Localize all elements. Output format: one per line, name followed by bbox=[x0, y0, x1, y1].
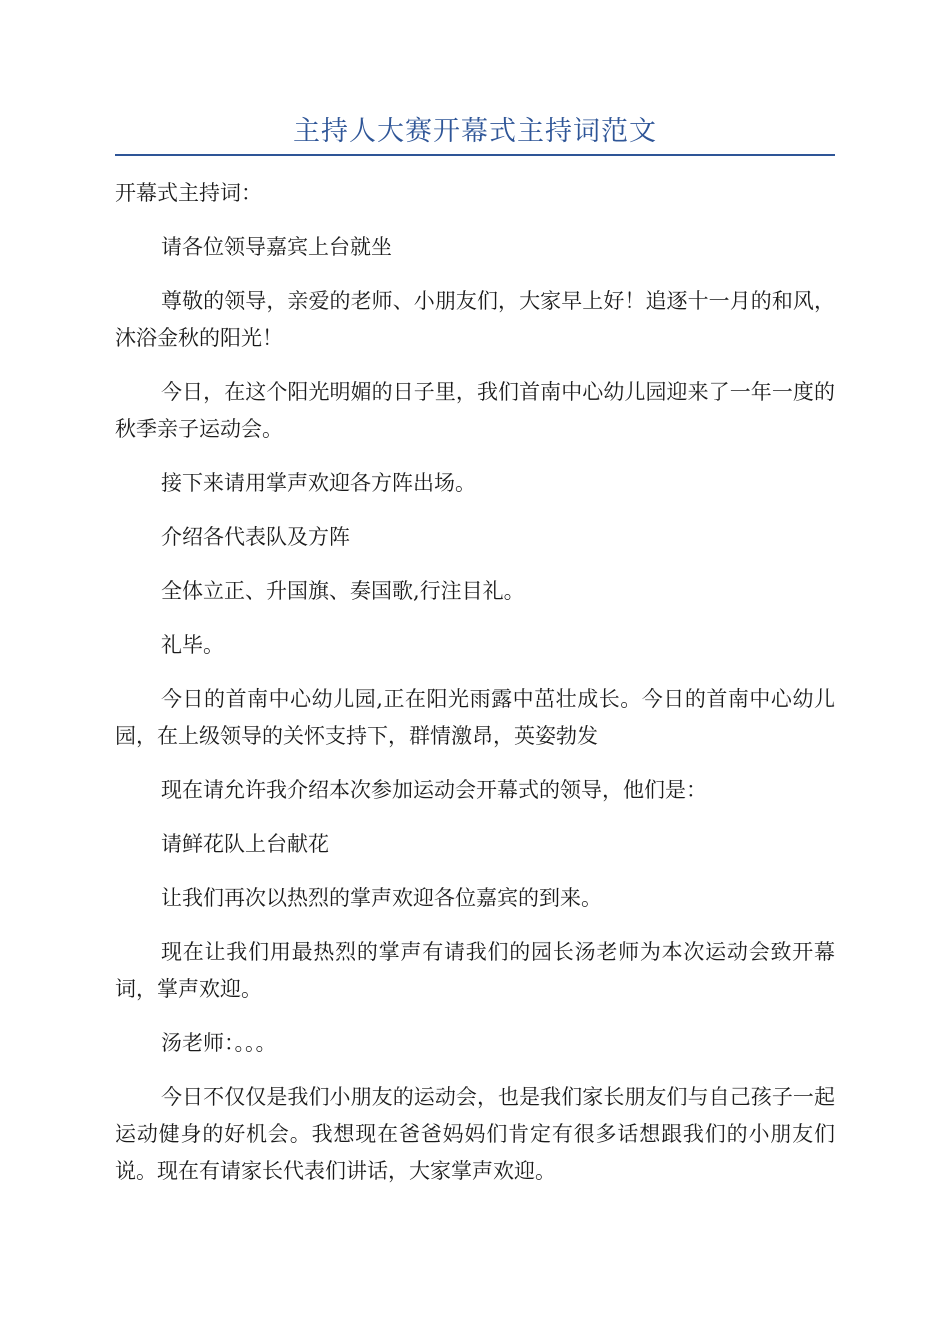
paragraph: 介绍各代表队及方阵 bbox=[161, 525, 350, 549]
paragraph: 礼毕。 bbox=[161, 633, 224, 657]
paragraph: 今日的首南中心幼儿园,正在阳光雨露中茁壮成长。今日的首南中心幼儿园，在上级领导的关怀支持下，群情激昂，英姿勃发 bbox=[115, 687, 835, 748]
paragraph: 请鲜花队上台献花 bbox=[161, 832, 329, 856]
paragraph: 接下来请用掌声欢迎各方阵出场。 bbox=[161, 471, 476, 495]
title-underline bbox=[115, 154, 835, 156]
document-body bbox=[115, 175, 835, 1190]
paragraph: 现在让我们用最热烈的掌声有请我们的园长汤老师为本次运动会致开幕词，掌声欢迎。 bbox=[115, 940, 835, 1001]
paragraph: 尊敬的领导，亲爱的老师、小朋友们，大家早上好！追逐十一月的和风，沐浴金秋的阳光！ bbox=[115, 289, 835, 350]
document-title: 主持人大赛开幕式主持词范文 bbox=[293, 116, 657, 147]
paragraph: 今日不仅仅是我们小朋友的运动会，也是我们家长朋友们与自己孩子一起运动健身的好机会。我想现在爸爸妈妈们肯定有很多话想跟我们的小朋友们说。现在有请家长代表们讲话，大家掌声欢迎。 bbox=[115, 1085, 835, 1183]
paragraph: 汤老师：。。。 bbox=[161, 1031, 277, 1055]
paragraph: 现在请允许我介绍本次参加运动会开幕式的领导，他们是： bbox=[161, 778, 707, 802]
paragraph: 请各位领导嘉宾上台就坐 bbox=[161, 235, 392, 259]
paragraph: 全体立正、升国旗、奏国歌,行注目礼。 bbox=[161, 579, 525, 603]
paragraph: 开幕式主持词： bbox=[115, 181, 262, 205]
paragraph: 今日，在这个阳光明媚的日子里，我们首南中心幼儿园迎来了一年一度的秋季亲子运动会。 bbox=[115, 380, 835, 441]
paragraph: 让我们再次以热烈的掌声欢迎各位嘉宾的到来。 bbox=[161, 886, 602, 910]
